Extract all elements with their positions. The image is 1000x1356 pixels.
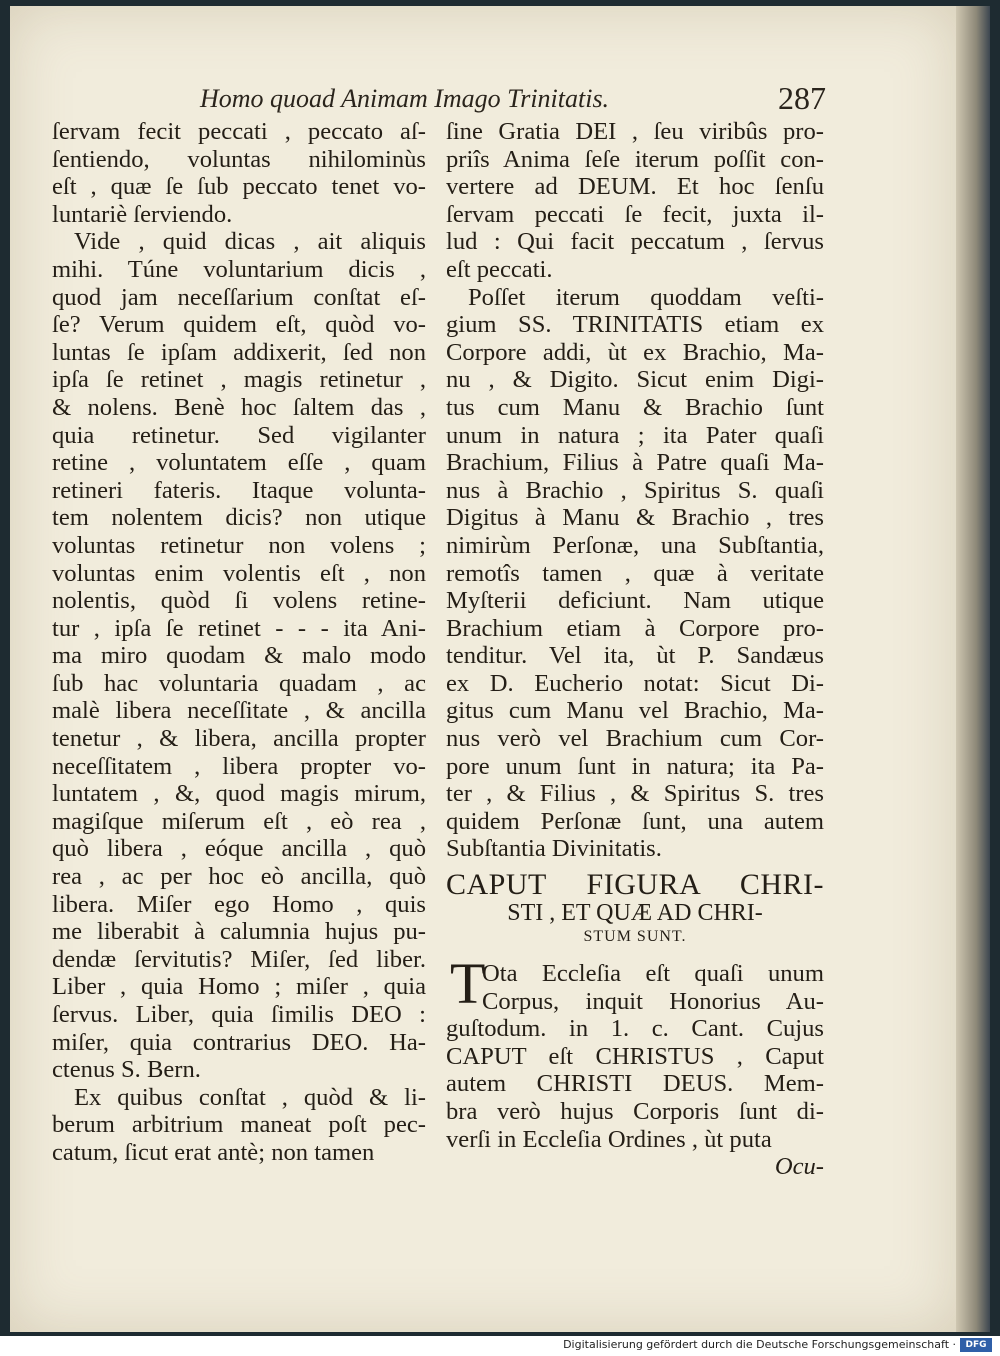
text-line: Corpore addi, ùt ex Brachio, Ma- [446,338,824,366]
text-line: catum, ſicut erat antè; non tamen [52,1138,375,1166]
text-line: berum arbitrium maneat poſt pec- [52,1111,426,1139]
text-line: tenetur , & libera, ancilla propter [52,725,426,753]
text-line: quò libera , eóque ancilla , quò [52,835,426,863]
text-line: rea , ac per hoc eò ancilla, quò [52,863,426,891]
text-line: quod jam neceſſarium conſtat eſ- [52,283,426,311]
text-line: Poſſet iterum quoddam veſti- [468,283,824,311]
text-line: pore unum ſunt in natura; ita Pa- [446,752,824,780]
text-line: nus à Brachio , Spiritus S. quaſi [446,476,824,504]
footer-credit: Digitalisierung gefördert durch die Deutsche Forschungsgemeinschaft · [563,1338,956,1351]
text-line: ipſa ſe retinet , magis retinetur , [52,366,426,394]
text-line: ſervus. Liber, quia ſimilis DEO : [52,1001,426,1028]
text-line: guſtodum. in 1. c. Cant. Cujus [446,1015,824,1043]
text-line: vertere ad DEUM. Et hoc ſenſu [446,173,824,201]
text-line: tur , ipſa ſe retinet - - - ita Ani- [52,614,426,642]
text-line: ter , & Filius , & Spiritus S. tres [446,780,824,808]
section-heading-line3: STUM SUNT. [583,928,687,945]
text-line: ex D. Eucherio notat: Sicut Di- [446,669,824,697]
text-line: libera. Miſer ego Homo , quis [52,890,426,918]
text-line: remotîs tamen , quæ à veritate [446,559,824,587]
text-line: gium SS. TRINITATIS etiam ex [446,311,824,339]
text-line: ma miro quodam & malo modo [52,642,426,670]
drop-cap: T [450,951,486,1016]
page-number: 287 [778,80,826,116]
catchword: Ocu- [774,1153,824,1181]
text-line: retineri fateris. Itaque volunta- [52,476,426,504]
left-column [52,118,426,1167]
text-line: Ota Eccleſia eſt quaſi unum [482,960,824,987]
text-line: CAPUT eſt CHRISTUS , Caput [446,1042,824,1070]
text-line: luntas ſe ipſam addixerit, ſed non [52,338,426,366]
text-line: Liber , quia Homo ; miſer , quia [52,973,426,1001]
text-line: voluntas retinetur non volens ; [52,531,426,559]
text-line: Brachium etiam à Corpore pro- [446,614,824,642]
section-heading-line1: CAPUT FIGURA CHRI- [446,868,824,901]
text-line: luntariè ſerviendo. [52,200,233,228]
text-line: nus verò vel Brachium cum Cor- [446,725,824,753]
text-line: ctenus S. Bern. [52,1056,201,1084]
right-column [446,118,824,863]
text-line: gitus cum Manu vel Brachio, Ma- [446,697,824,725]
text-line: ſentiendo, voluntas nihilominùs [52,145,426,173]
text-line: ſe? Verum quidem eſt, quòd vo- [52,311,426,339]
text-line: ſub hac voluntaria quadam , ac [52,669,426,697]
text-line: Ex quibus conſtat , quòd & li- [74,1083,426,1111]
text-line: lud : Qui facit peccatum , ſervus [446,228,824,256]
text-line: bra verò hujus Corporis ſunt di- [446,1097,824,1125]
text-line: Myſterii deficiunt. Nam utique [446,587,824,615]
text-line: Corpus, inquit Honorius Au- [482,987,824,1015]
text-line: eſt , quæ ſe ſub peccato tenet vo- [52,173,426,201]
text-line: me liberabit à calumnia hujus pu- [52,918,426,946]
text-line: luntatem , &, quod magis mirum, [52,780,426,808]
text-line: Digitus à Manu & Brachio , tres [446,504,824,532]
text-line: nolentis, quòd ſi volens retine- [52,587,426,615]
text-line: Subſtantia Divinitatis. [446,835,662,863]
text-line: Vide , quid dicas , ait aliquis [74,228,426,256]
page-edge [956,6,990,1332]
text-line: ſervam fecit peccati , peccato aſ- [52,118,426,145]
text-line: nu , & Digito. Sicut enim Digi- [446,366,824,394]
text-line: priîs Anima ſeſe iterum poſſit con- [446,145,824,173]
text-line: quia retinetur. Sed vigilanter [52,421,426,449]
text-line: autem CHRISTI DEUS. Mem- [446,1070,824,1098]
text-line: verſi in Eccleſia Ordines , ùt puta [446,1125,772,1153]
running-head: Homo quoad Animam Imago Trinitatis. [200,84,610,113]
text-line: neceſſitatem , libera propter vo- [52,752,426,780]
text-line: miſer, quia contrarius DEO. Ha- [52,1028,426,1056]
text-line: & nolens. Benè hoc ſaltem das , [52,393,426,421]
text-line: tus cum Manu & Brachio ſunt [446,393,824,421]
text-line: malè libera neceſſitate , & ancilla [52,697,426,725]
text-line: Brachium, Filius à Patre quaſi Ma- [446,449,824,477]
text-line: tem nolentem dicis? non utique [52,504,426,532]
footer-bar [0,1336,1000,1356]
section-body [446,960,824,1181]
text-line: ſervam peccati ſe fecit, juxta il- [446,200,824,228]
text-line: tenditur. Vel ita, ùt P. Sandæus [446,642,824,670]
text-line: eſt peccati. [446,255,553,283]
text-line: nimirùm Perſonæ, una Subſtantia, [446,531,824,559]
dfg-logo: DFG [960,1338,992,1352]
text-line: dendæ ſervitutis? Miſer, ſed liber. [52,945,426,973]
text-line: unum in natura ; ita Pater quaſi [446,421,824,449]
text-line: magiſque miſerum eſt , eò rea , [52,807,426,835]
text-line: retine , voluntatem eſſe , quam [52,449,426,477]
text-line: mihi. Túne voluntarium dicis , [52,255,426,283]
text-line: voluntas enim volentis eſt , non [52,559,426,587]
section-heading-line2: STI , ET QUÆ AD CHRI- [507,900,763,926]
text-line: ſine Gratia DEI , ſeu viribûs pro- [446,118,824,145]
text-line: quidem Perſonæ ſunt, una autem [446,807,824,835]
